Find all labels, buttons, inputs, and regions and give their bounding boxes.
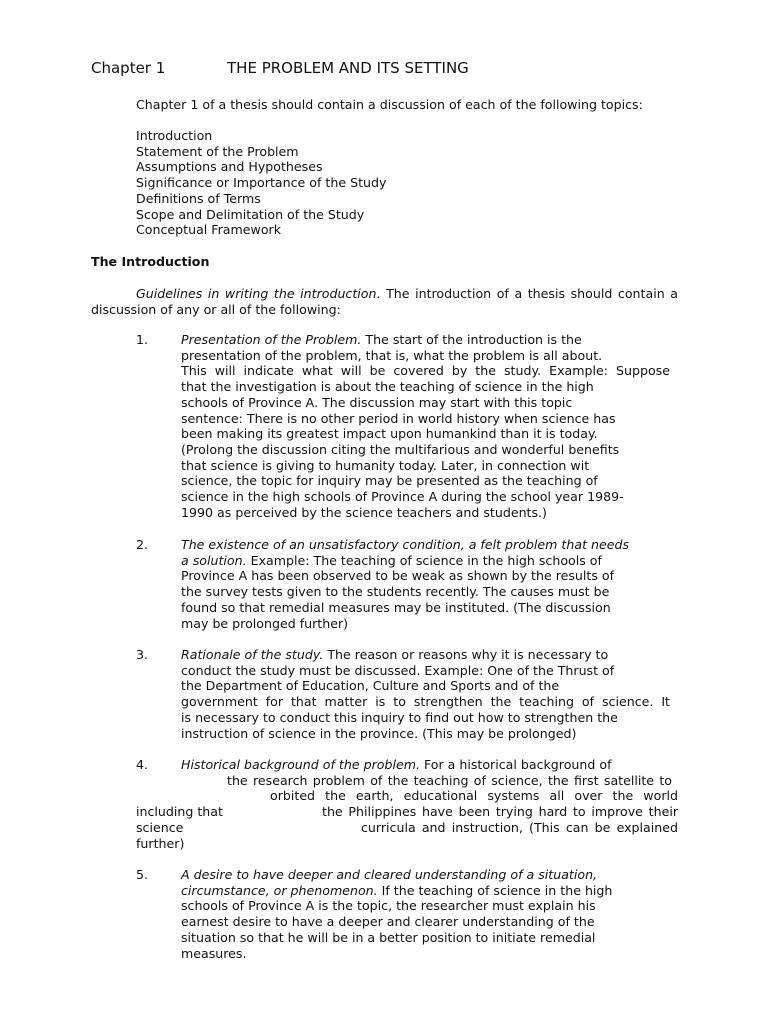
item-line: measures. xyxy=(181,945,247,961)
item-line: government for that matter is to strengthen the teaching of science. It xyxy=(181,694,670,710)
item-line: 1990 as perceived by the science teachers and students.) xyxy=(181,504,547,520)
guidelines-line: Guidelines in writing the introduction. The introduction of a thesis should contain a xyxy=(136,286,678,301)
item-line: been making its greatest impact upon humankind than it is today. xyxy=(181,426,598,442)
topic-item: Significance or Importance of the Study xyxy=(136,175,387,191)
intro-paragraph: Chapter 1 of a thesis should contain a discussion of each of the following topics: xyxy=(136,97,643,112)
item-lead: A desire to have deeper and cleared understanding of a situation, xyxy=(181,867,598,882)
item-body: The existence of an unsatisfactory condition, a felt problem that needs a solution. Example: The teaching of science in the high schools of Province A has been observed to be weak as shown by the results of the survey tests given to the students recently. The causes must be found so that remedial measures may be instituted. (The discussion may be prolonged further) xyxy=(181,537,636,631)
item-line: the Department of Education, Culture and Sports and of the xyxy=(181,678,560,694)
chapter-number: Chapter 1 xyxy=(91,59,166,77)
item-lead: Presentation of the Problem. xyxy=(181,332,362,347)
item-line: situation so that he will be in a better position to initiate remedial xyxy=(181,929,596,945)
item-line: This will indicate what will be covered by the study. Example: Suppose xyxy=(181,363,670,379)
item-lead: circumstance, or phenomenon. xyxy=(181,882,378,898)
item-lead: a solution. xyxy=(181,552,247,568)
item-line: further) xyxy=(136,835,185,851)
guidelines-lead: Guidelines in writing the introduction xyxy=(136,286,377,301)
topic-item: Definitions of Terms xyxy=(136,190,261,206)
item-number: 5. xyxy=(136,867,149,882)
guidelines-line: discussion of any or all of the following: xyxy=(91,301,341,317)
topics-list xyxy=(136,128,386,238)
topic-item: Introduction xyxy=(136,128,213,143)
item-line: including that xyxy=(136,804,223,820)
item-line: the survey tests given to the students recently. The causes must be xyxy=(181,584,610,600)
chapter-heading xyxy=(91,59,469,77)
topic-item: Statement of the Problem xyxy=(136,143,299,159)
item-line: orbited the earth, educational systems all over the world xyxy=(270,788,678,804)
item-body: Rationale of the study. The reason or reasons why it is necessary to conduct the study must be discussed. Example: One of the Thrust of the Department of Education, Culture and Sports and of the government for that matter is to strengthen the teaching of science. It is necessary to conduct this inquiry to find out how to strengthen the instruction of science in the province. (This may be prolonged) xyxy=(181,647,670,741)
item-line: science in the high schools of Province A during the school year 1989- xyxy=(181,489,624,505)
item-number: 3. xyxy=(136,647,149,662)
item-line: (Prolong the discussion citing the multifarious and wonderful benefits xyxy=(181,441,620,457)
item-number: 1. xyxy=(136,332,149,347)
guidelines-paragraph xyxy=(91,286,678,317)
chapter-title: THE PROBLEM AND ITS SETTING xyxy=(227,59,469,77)
section-title: The Introduction xyxy=(91,254,210,269)
item-line: found so that remedial measures may be instituted. (The discussion xyxy=(181,599,611,615)
topic-item: Assumptions and Hypotheses xyxy=(136,159,323,175)
item-line: earnest desire to have a deeper and clearer understanding of the xyxy=(181,914,595,930)
item-lead: Rationale of the study. xyxy=(181,647,324,662)
item-line: conduct the study must be discussed. Example: One of the Thrust of xyxy=(181,662,615,678)
item-line: schools of Province A is the topic, the researcher must explain his xyxy=(181,898,596,914)
item-line: science, the topic for inquiry may be presented as the teaching of xyxy=(181,473,598,489)
item-number: 4. xyxy=(136,757,149,772)
item-line: is necessary to conduct this inquiry to find out how to strengthen the xyxy=(181,709,618,725)
item-lead: Historical background of the problem. xyxy=(181,757,420,772)
item-line: the Philippines have been trying hard to improve their xyxy=(322,804,678,820)
topic-item: Scope and Delimitation of the Study xyxy=(136,206,365,222)
item-number: 2. xyxy=(136,537,149,552)
item-line: the research problem of the teaching of science, the first satellite to xyxy=(227,772,672,788)
item-line: instruction of science in the province. (This may be prolonged) xyxy=(181,725,577,741)
item-line: Province A has been observed to be weak as shown by the results of xyxy=(181,568,615,584)
item-line: may be prolonged further) xyxy=(181,615,349,631)
item-body: Presentation of the Problem. The start of the introduction is the presentation of the problem, that is, what the problem is all about. This will indicate what will be covered by the study. Example: Suppose that the investigation is about the teaching of science in the high schools of Province A. The discussion may start with this topic sentence: There is no other period in world history when science has been making its greatest impact upon humankind than it is today. (Prolong the discussion citing the multifarious and wonderful benefits that science is giving to humanity today. Later, in connection wit science, the topic for inquiry may be presented as the teaching of science in the high schools of Province A during the school year 1989- 1990 as perceived by the science teachers and students.) xyxy=(181,332,670,520)
topic-item: Conceptual Framework xyxy=(136,222,281,238)
item-line: science xyxy=(136,819,184,835)
item-line: sentence: There is no other period in world history when science has xyxy=(181,410,616,426)
item-line: that the investigation is about the teaching of science in the high xyxy=(181,379,594,395)
item-line: presentation of the problem, that is, what the problem is all about. xyxy=(181,347,603,363)
item-line: curricula and instruction, (This can be explained xyxy=(361,819,678,835)
document-page: Chapter 1 THE PROBLEM AND ITS SETTING Chapter 1 of a thesis should contain a discussion of each of the following topics: Introduction Statement of the Problem Assumptions and Hypotheses Significance or Importance of the Study Definitions of Terms Scope and Delimitation of the Study Conceptual Framework The Introduction Guidelines in writing the introduction. The introduction of a thesis should contain a discussion of any or all of the following: 1. Presentation of the Problem. The start of the introduction is the presentation of the problem, that is, what the problem is all about. This will indicate what will be covered by the study. Example: Suppose that the investigation is about the teaching of science in the high schools of Province A. The discussion may start with this topic sentence: There is no other period in world history when science has been making its greatest impact upon humankind than it is today. (Prolong the discussion citing the multifarious and wonderful benefits that science is giving to humanity today. Later, in connection wit science, the topic for inquiry may be presented as the teaching of science in the high schools of Province A during the school year 1989- 1990 as perceived by the science teachers and students.) 2. The existence of an unsatisfactory condition, a felt problem that needs a solution. Example: The teaching of science in the high schools of Province A has been observed to be weak as shown by the results of the survey tests given to the students recently. The causes must be found so that remedial measures may be instituted. (The discussion may be prolonged further) 3. Rationale of the study. The reason or reasons why it is necessary to conduct the study must be discussed. Example: One of the Thrust of the Department of Education, Culture and Sports and of the government for that matter is to strengthen the teaching of science. It is necessary to conduct this inquiry to find out how to strengthen the instruction of science in the province. (This may be prolonged) 4. Historical background of the problem. For a historical background of the research problem of the teaching of science, the first satellite to orbited the earth, educational systems all over the world including that the Philippines have been trying hard to improve their science curricula and instruction, (This can be explained further) 5. A desire to have deeper and cleared understanding of a situation, circumstance, or phenomenon. If the teaching of science in the high schools of Province A is the topic, the researcher must explain his earnest desire to have a deeper and clearer understanding of the situation so that he will be in a better position to initiate remedial measures. xyxy=(91,59,678,961)
item-lead: The existence of an unsatisfactory condition, a felt problem that needs xyxy=(181,537,630,552)
item-body: A desire to have deeper and cleared understanding of a situation, circumstance, or phenomenon. If the teaching of science in the high schools of Province A is the topic, the researcher must explain his earnest desire to have a deeper and clearer understanding of the situation so that he will be in a better position to initiate remedial measures. xyxy=(181,867,613,961)
item-line: that science is giving to humanity today. Later, in connection wit xyxy=(181,457,590,473)
item-line: schools of Province A. The discussion may start with this topic xyxy=(181,394,573,410)
